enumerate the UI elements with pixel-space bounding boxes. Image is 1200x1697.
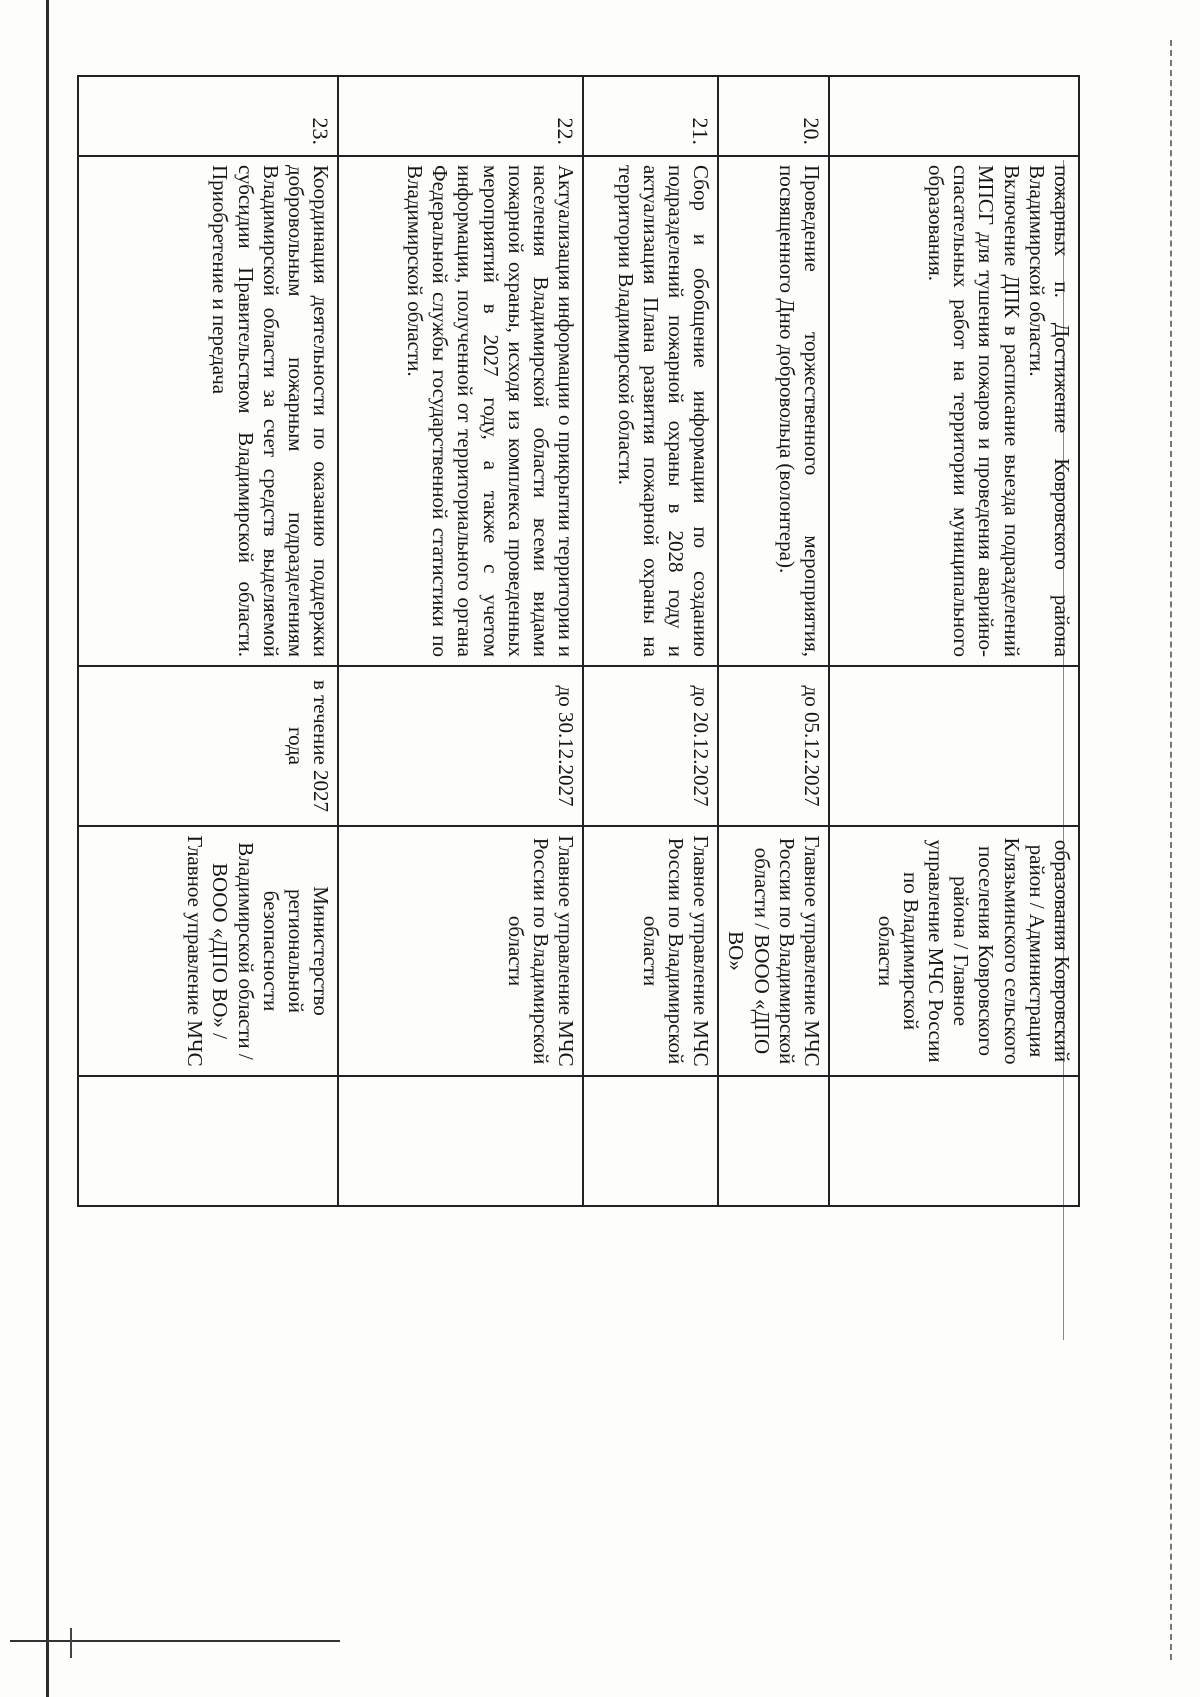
note-cell <box>718 1076 829 1206</box>
responsible: образования Ковровский район / Администрация Клязьминского сельского поселения Ковровского района / Главное управление МЧС России по Владимирской области <box>829 826 1079 1076</box>
responsible: Главное управление МЧС России по Владимирской области <box>338 826 583 1076</box>
row-number: 23. <box>78 76 338 156</box>
event-text: Актуализация информации о прикрытии территории и населения Владимирской области всеми видами пожарной охраны, исходя из комплекса проведенных мероприятий в 2027 году, а также с учетом информации, полученной от территориального органа Федеральной службы государственной статистики по Владимирской области. <box>338 156 583 666</box>
event-text: Проведение торжественного мероприятия, посвященного Дню добровольца (волонтера). <box>718 156 829 666</box>
plan-table <box>77 75 1080 1207</box>
note-cell <box>338 1076 583 1206</box>
bottom-rule <box>10 1640 340 1642</box>
event-text: Координация деятельности по оказанию поддержки добровольным пожарным подразделениям Владимирской области за счет средств выделяемой субсидии Правительством Владимирской области. Приобретение и передача <box>78 156 338 666</box>
table-row <box>583 76 718 1206</box>
row-number: 21. <box>583 76 718 156</box>
row-number <box>829 76 1079 156</box>
responsible: Министерство региональной безопасности Владимирской области / ВООО «ДПО ВО» / Главное управление МЧС <box>78 826 338 1076</box>
table-row <box>718 76 829 1206</box>
deadline: до 05.12.2027 <box>718 666 829 826</box>
deadline: до 20.12.2027 <box>583 666 718 826</box>
deadline <box>829 666 1079 826</box>
table-row <box>338 76 583 1206</box>
responsible: Главное управление МЧС России по Владимирской области / ВООО «ДПО ВО» <box>718 826 829 1076</box>
bottom-tick <box>70 1628 72 1658</box>
fold-dashed-line <box>1170 40 1172 1660</box>
event-text: Сбор и обобщение информации по созданию подразделений пожарной охраны в 2028 году и актуализация Плана развития пожарной охраны на территории Владимирской области. <box>583 156 718 666</box>
note-cell <box>583 1076 718 1206</box>
note-cell <box>78 1076 338 1206</box>
table-row <box>829 76 1079 1206</box>
row-number: 20. <box>718 76 829 156</box>
row-number: 22. <box>338 76 583 156</box>
note-cell <box>829 1076 1079 1206</box>
table-row <box>78 76 338 1206</box>
responsible: Главное управление МЧС России по Владимирской области <box>583 826 718 1076</box>
binding-line <box>46 0 49 1697</box>
event-text: пожарных п. Достижение Ковровского района Владимирской области. Включение ДПК в расписание выезда подразделений МПСГ для тушения пожаров и проведения аварийно-спасательных работ на территории муниципального образования. <box>829 156 1079 666</box>
deadline: в течение 2027 года <box>78 666 338 826</box>
deadline: до 30.12.2027 <box>338 666 583 826</box>
